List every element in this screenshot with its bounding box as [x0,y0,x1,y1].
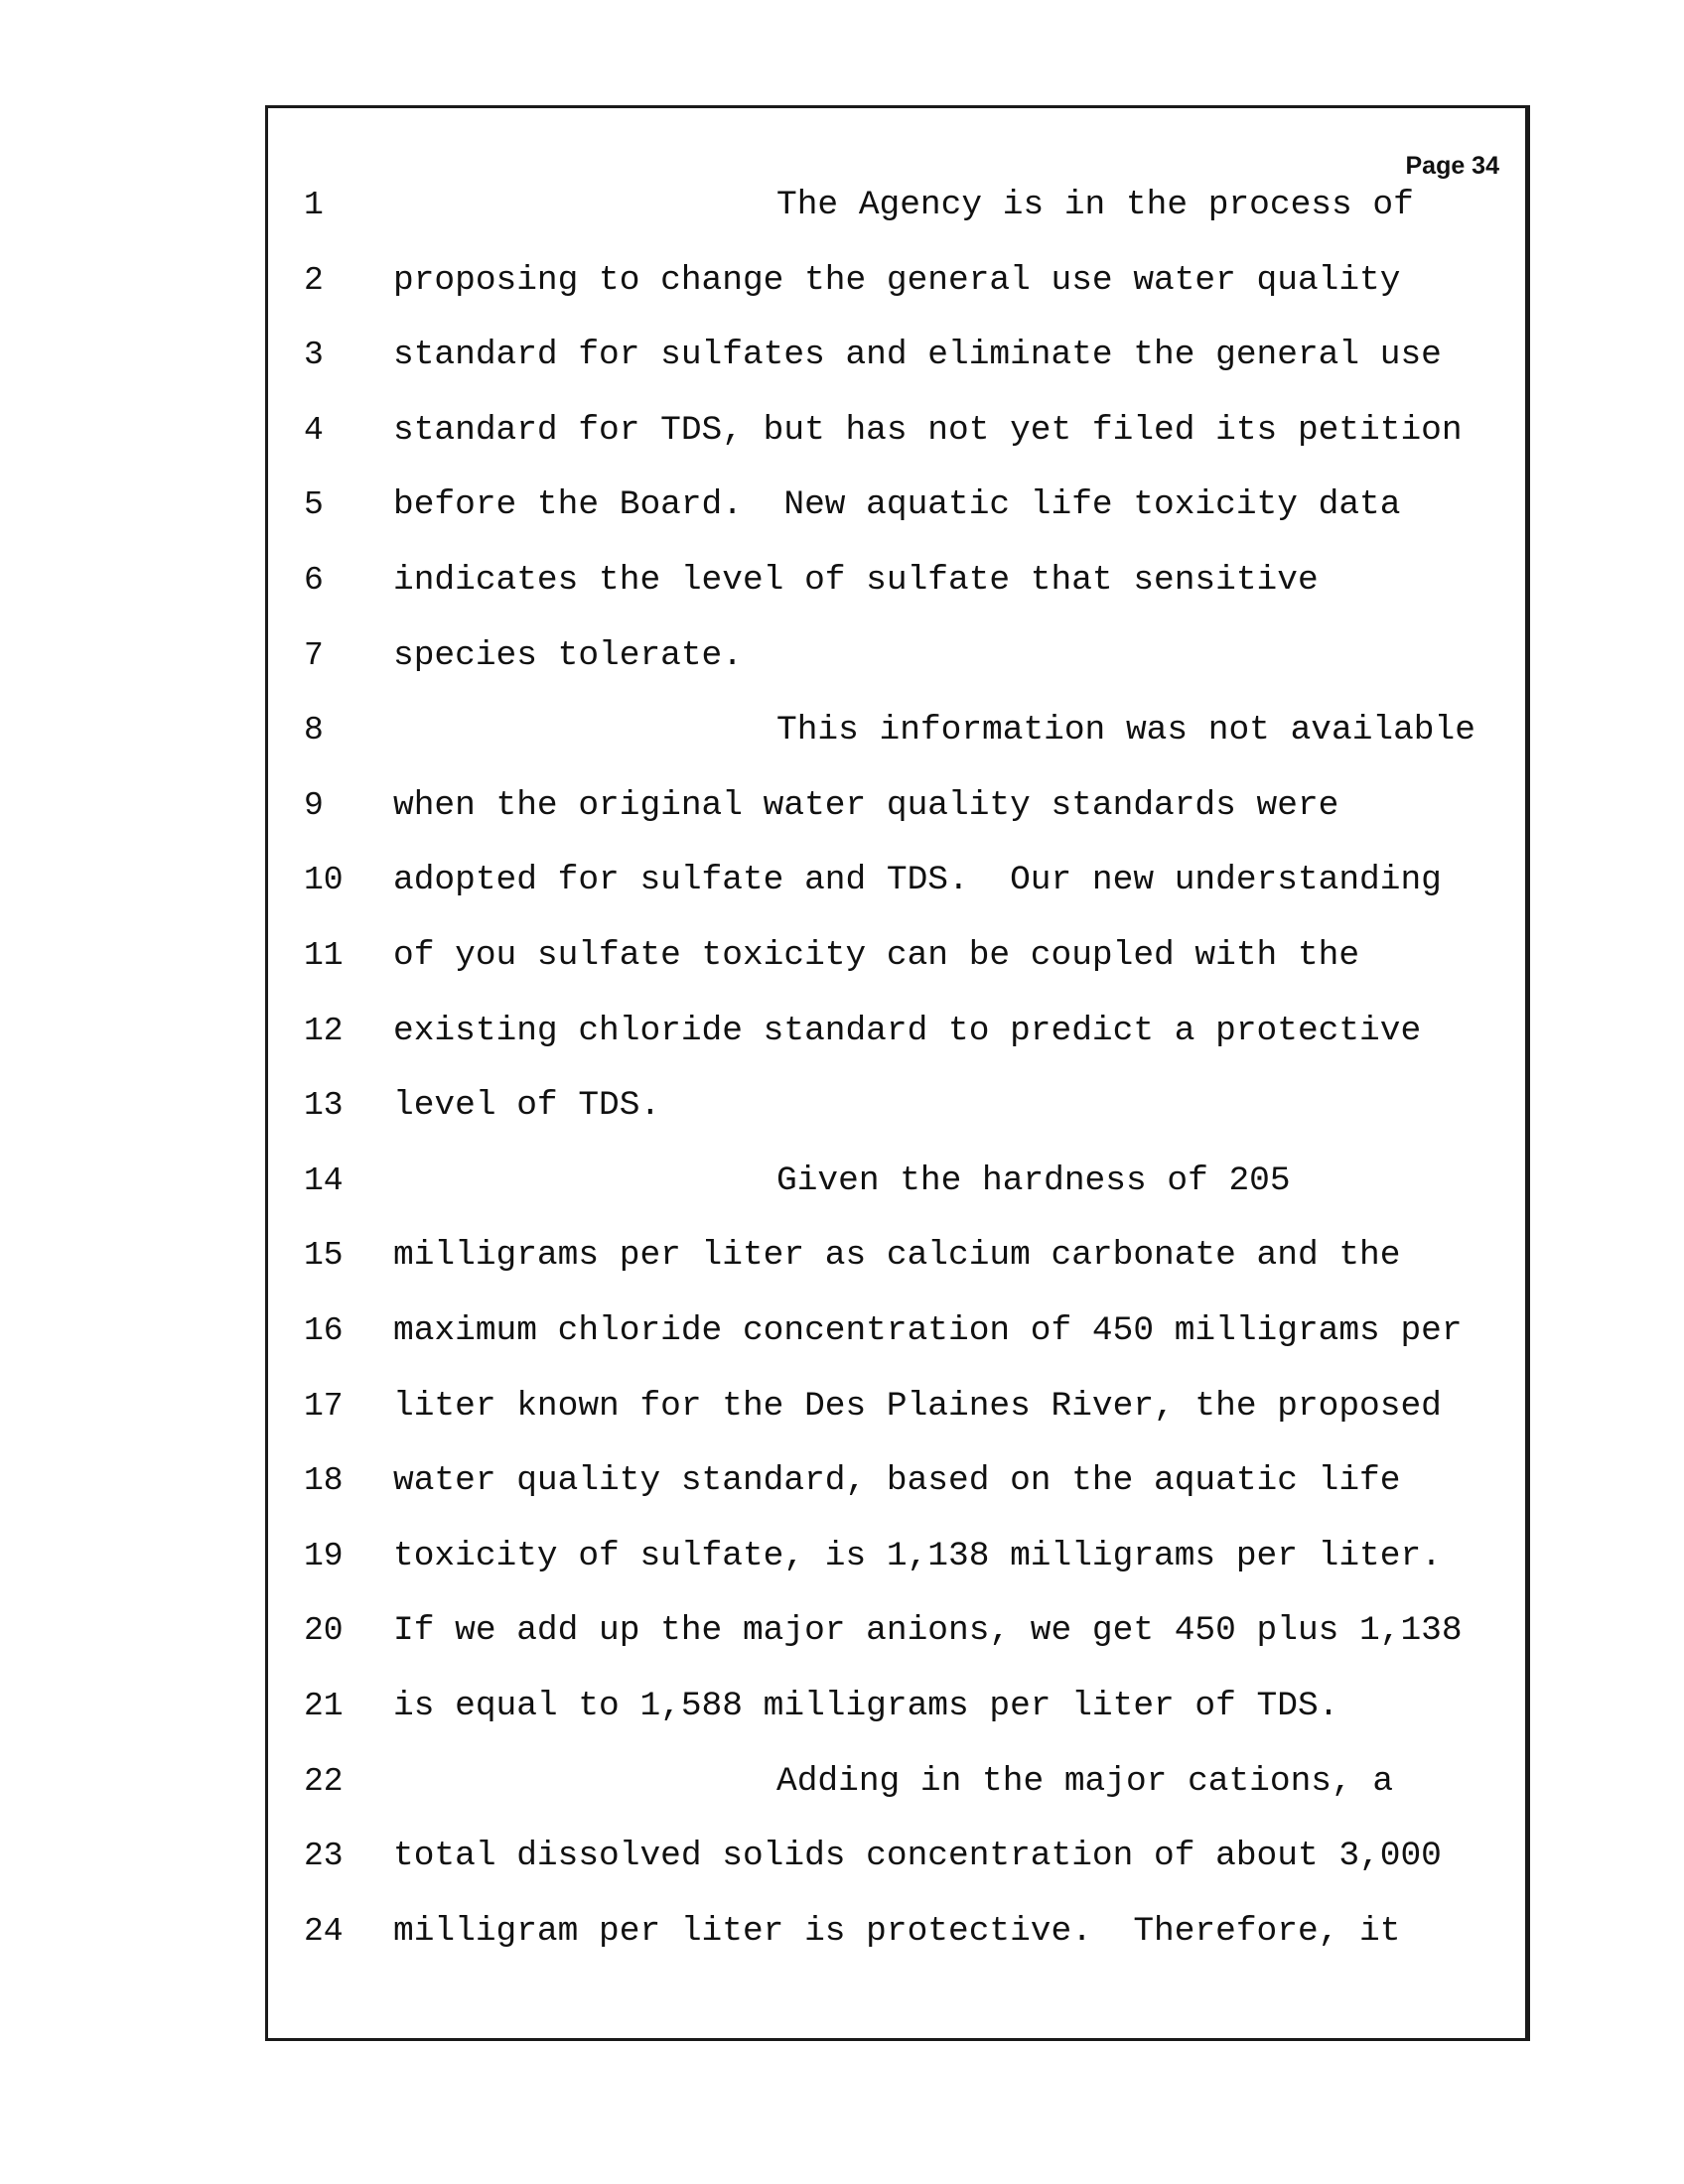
transcript-line [268,861,1525,910]
line-number: 20 [304,1612,344,1650]
transcript-line [268,336,1525,385]
transcript-page-frame [265,105,1530,2041]
line-number: 6 [304,562,324,599]
line-text: indicates the level of sulfate that sensitive [393,561,1319,600]
line-number: 2 [304,261,324,299]
line-text: existing chloride standard to predict a protective [393,1011,1422,1050]
transcript-line [268,1012,1525,1061]
line-number: 23 [304,1838,344,1875]
transcript-line [268,186,1525,235]
line-number: 5 [304,486,324,524]
line-number: 19 [304,1537,344,1574]
transcript-line [268,711,1525,760]
line-number: 9 [304,786,324,824]
line-number: 15 [304,1237,344,1275]
transcript-line [268,786,1525,836]
line-text: when the original water quality standards were [393,785,1339,825]
line-text: milligram per liter is protective. Therefore, it [393,1911,1401,1951]
line-text: This information was not available [776,711,1475,751]
transcript-line [268,1611,1525,1661]
line-text: proposing to change the general use water quality [393,260,1401,300]
line-number: 16 [304,1312,344,1349]
line-text: before the Board. New aquatic life toxicity data [393,485,1401,525]
transcript-line [268,1236,1525,1286]
line-text: maximum chloride concentration of 450 milligrams per [393,1311,1463,1350]
line-text: The Agency is in the process of [776,186,1414,224]
transcript-line [268,1537,1525,1586]
line-number: 17 [304,1387,344,1425]
line-text: standard for TDS, but has not yet filed its petition [393,410,1463,450]
line-text: toxicity of sulfate, is 1,138 milligrams per liter. [393,1536,1442,1575]
line-number: 18 [304,1462,344,1500]
transcript-line [268,636,1525,686]
line-text: liter known for the Des Plaines River, the proposed [393,1386,1442,1426]
line-number: 12 [304,1012,344,1049]
line-text: species tolerate. [393,635,743,675]
transcript-line [268,1912,1525,1962]
transcript-line [268,1161,1525,1211]
line-text: water quality standard, based on the aquatic life [393,1461,1401,1501]
line-number: 10 [304,862,344,899]
page-number: Page 34 [1405,152,1499,180]
transcript-line [268,1311,1525,1361]
line-text: Adding in the major cations, a [776,1761,1394,1801]
line-number: 4 [304,411,324,449]
line-number: 7 [304,636,324,674]
line-number: 13 [304,1087,344,1125]
line-text: Given the hardness of 205 [776,1160,1291,1200]
line-number: 3 [304,337,324,374]
line-text: total dissolved solids concentration of about 3,000 [393,1837,1442,1876]
transcript-line [268,936,1525,986]
line-number: 1 [304,187,324,223]
line-text: is equal to 1,588 milligrams per liter of TDS. [393,1687,1339,1725]
line-number: 8 [304,712,324,750]
line-text: If we add up the major anions, we get 450 plus 1,138 [393,1611,1463,1651]
line-text: adopted for sulfate and TDS. Our new understanding [393,861,1442,900]
line-number: 14 [304,1161,344,1199]
line-number: 24 [304,1912,344,1950]
transcript-line [268,1687,1525,1736]
transcript-line [268,411,1525,461]
line-number: 11 [304,937,344,974]
transcript-line [268,1086,1525,1136]
transcript-line [268,1387,1525,1436]
transcript-line [268,561,1525,611]
line-number: 21 [304,1688,344,1724]
transcript-line [268,485,1525,535]
line-text: level of TDS. [393,1086,661,1126]
transcript-line [268,1837,1525,1886]
line-text: standard for sulfates and eliminate the general use [393,336,1442,375]
transcript-line [268,261,1525,311]
line-text: milligrams per liter as calcium carbonate and the [393,1236,1401,1276]
transcript-line [268,1461,1525,1511]
line-text: of you sulfate toxicity can be coupled with the [393,936,1360,975]
transcript-line [268,1762,1525,1812]
line-number: 22 [304,1762,344,1800]
